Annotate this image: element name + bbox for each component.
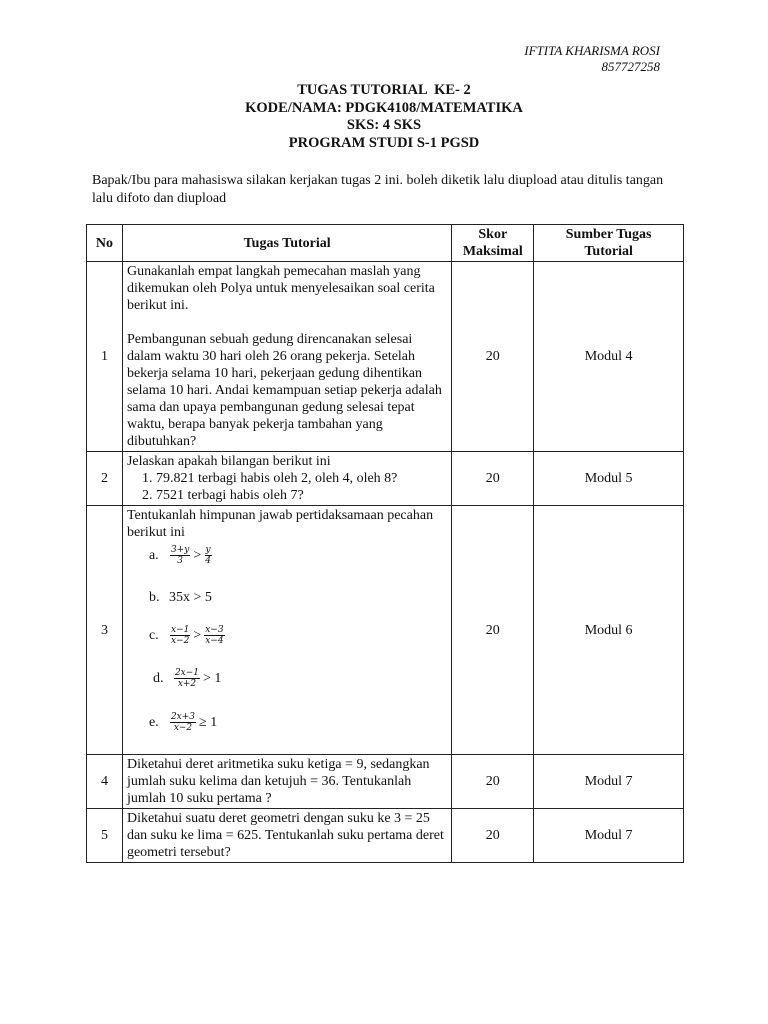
table-row [87, 506, 684, 755]
relation: > 1 [203, 670, 222, 686]
row-source: Modul 7 [534, 755, 684, 809]
list-item: 2. 7521 terbagi habis oleh 7? [156, 487, 447, 504]
numerator: 2x−1 [174, 667, 200, 678]
table-row [87, 452, 684, 506]
header-source [534, 225, 684, 262]
numerator: x−1 [170, 624, 190, 635]
row-no: 5 [87, 809, 123, 863]
author-id: 857727258 [601, 59, 660, 74]
task-text: Gunakanlah empat langkah pemecahan maslah yang dikemukan oleh Polya untuk menyelesaikan soal cerita berikut ini. [126, 264, 435, 313]
numerator: y [205, 544, 211, 555]
relation: > [193, 547, 202, 563]
list-item: 1. 79.821 terbagi habis oleh 2, oleh 4, oleh 8? [156, 470, 447, 487]
inequality-b [149, 587, 447, 607]
numerator: x−3 [205, 624, 224, 635]
row-no: 3 [87, 506, 123, 755]
table-row [87, 809, 684, 863]
header-source-line-1: Sumber Tugas [565, 227, 652, 242]
fraction [170, 625, 190, 646]
intro-paragraph: Bapak/Ibu para mahasiswa silakan kerjakan tugas 2 ini. boleh diketik lalu diupload atau ditulis tangan lalu difoto dan diupload [92, 173, 664, 206]
item-label: c. [148, 627, 159, 643]
inequality-c [149, 621, 447, 649]
heading-line-1: TUGAS TUTORIAL KE- 2 [297, 82, 471, 98]
row-no: 4 [87, 755, 123, 809]
row-task [122, 262, 451, 452]
header-task: Tugas Tutorial [122, 225, 451, 262]
document-heading [0, 82, 768, 152]
item-label: a. [148, 547, 159, 563]
task-list [127, 470, 447, 504]
header-source-line-2: Tutorial [584, 244, 633, 259]
denominator: x−4 [205, 635, 224, 646]
task-text: Jelaskan apakah bilangan berikut ini [126, 454, 331, 469]
row-no: 2 [87, 452, 123, 506]
row-score: 20 [452, 452, 534, 506]
row-source: Modul 4 [534, 262, 684, 452]
row-source: Modul 6 [534, 506, 684, 755]
task-story: Pembangunan sebuah gedung direncanakan selesai dalam waktu 30 hari oleh 26 orang pekerja. Setelah bekerja selama 10 hari, pekerjaan gedung dihentikan selama 10 hari. Andai kemampuan setiap pekerja adalah sama dan upaya pembangunan gedung selesai tepat waktu, berapa banyak pekerja tambahan yang dibutuhkan? [126, 332, 442, 449]
row-task: Diketahui suatu deret geometri dengan suku ke 3 = 25 dan suku ke lima = 625. Tentukanlah suku pertama deret geometri tersebut? [122, 809, 451, 863]
header-score-line-1: Skor [478, 227, 508, 242]
table-row [87, 262, 684, 452]
table-row [87, 755, 684, 809]
heading-line-2: KODE/NAMA: PDGK4108/MATEMATIKA [245, 99, 523, 116]
denominator: x−2 [170, 635, 190, 646]
inequality-d [153, 664, 447, 692]
row-task: Diketahui deret aritmetika suku ketiga = 9, sedangkan jumlah suku kelima dan ketujuh = 36. Tentukanlah jumlah 10 suku pertama ? [122, 755, 451, 809]
row-no: 1 [87, 262, 123, 452]
item-label: b. [148, 589, 160, 605]
fraction [174, 668, 200, 689]
row-task [122, 452, 451, 506]
row-score: 20 [452, 262, 534, 452]
inequality-e [149, 708, 447, 736]
heading-line-3: SKS: 4 SKS [346, 117, 422, 133]
header-no: No [87, 225, 123, 262]
heading-line-4: PROGRAM STUDI S-1 PGSD [288, 134, 480, 151]
table-header-row [87, 225, 684, 262]
denominator: x+2 [177, 678, 197, 689]
item-label: d. [152, 670, 164, 686]
row-score: 20 [452, 755, 534, 809]
author-name: IFTITA KHARISMA ROSI [524, 43, 660, 58]
inequality-text: 35x > 5 [168, 589, 212, 605]
header-score-line-2: Maksimal [462, 244, 523, 259]
row-source: Modul 5 [534, 452, 684, 506]
row-score: 20 [452, 506, 534, 755]
row-source: Modul 7 [534, 809, 684, 863]
denominator: x−2 [173, 722, 193, 733]
fraction [204, 545, 212, 566]
task-text: Tentukanlah himpunan jawab pertidaksamaan pecahan berikut ini [126, 508, 434, 540]
numerator: 3+y [170, 544, 190, 555]
header-score [452, 225, 534, 262]
numerator: 2x+3 [170, 711, 196, 722]
item-label: e. [148, 714, 159, 730]
denominator: 4 [205, 555, 211, 566]
denominator: 3 [177, 555, 183, 566]
task-table [86, 224, 684, 863]
row-score: 20 [452, 809, 534, 863]
fraction [170, 545, 190, 566]
fraction [170, 712, 196, 733]
inequality-a [149, 541, 447, 569]
relation: > [193, 627, 202, 643]
fraction [204, 625, 224, 646]
author-block [524, 43, 660, 75]
row-task [122, 506, 451, 755]
relation: ≥ 1 [199, 714, 218, 730]
